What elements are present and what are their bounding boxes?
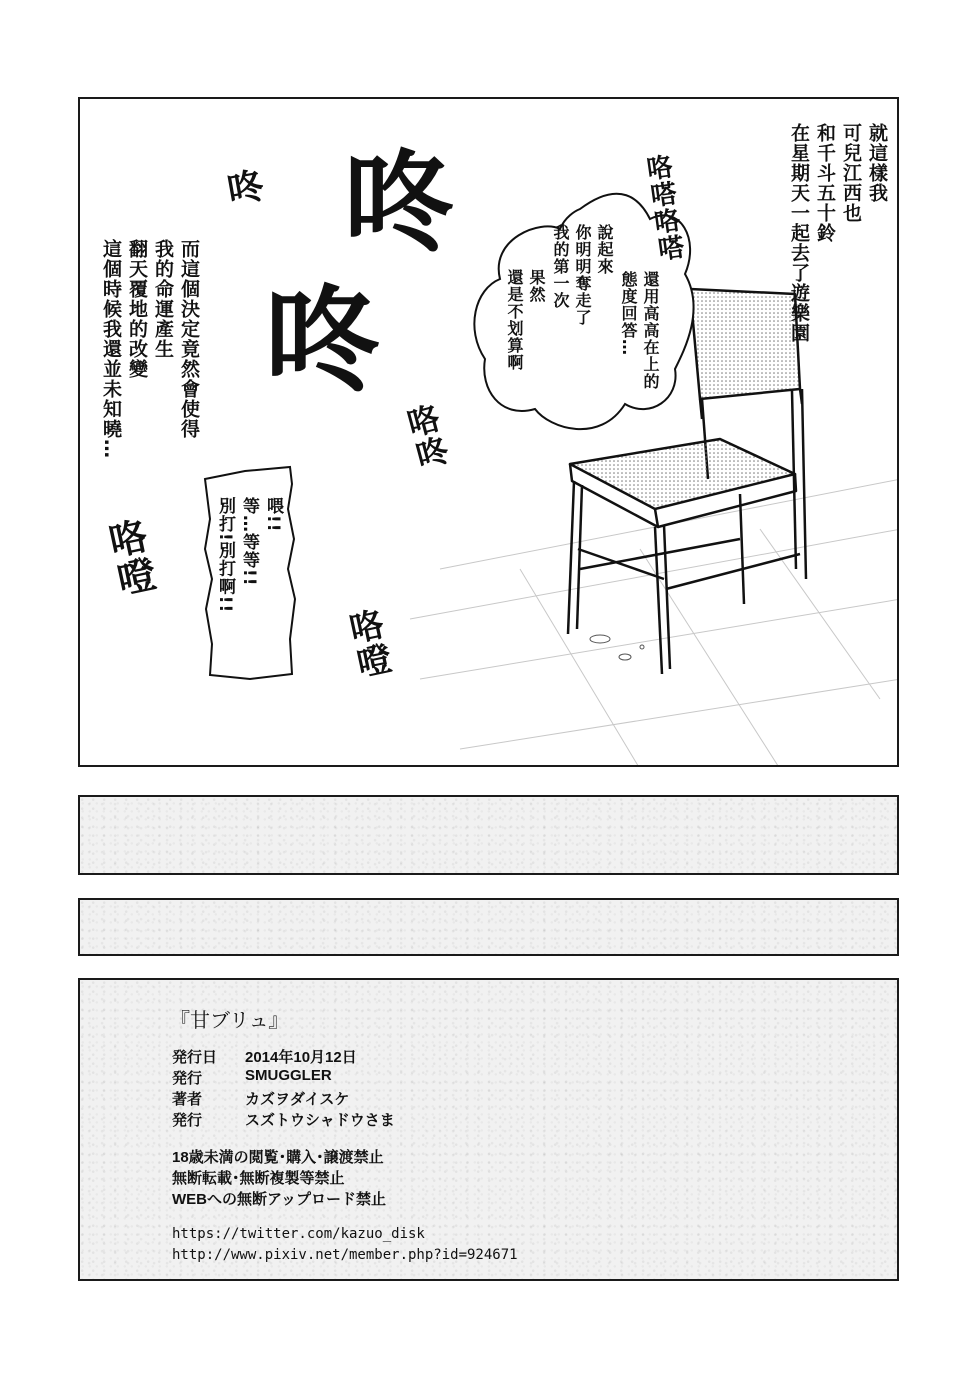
bubble-line: 還是不划算啊 <box>505 269 524 371</box>
bubble-line: 還用高高在上的 <box>641 271 660 390</box>
bubble-line: 別打!別打啊!! <box>215 497 235 614</box>
notice-line: WEBへの無断アップロード禁止 <box>172 1191 386 1208</box>
pixiv-link[interactable]: http://www.pixiv.net/member.php?id=924671 <box>172 1247 518 1263</box>
bubble-line: 態度回答… <box>619 271 638 356</box>
row-label: 発行 <box>172 1070 203 1087</box>
bubble-line: 等…等等!! <box>239 497 259 587</box>
bubble-line: 說起來 <box>595 224 614 275</box>
row-value: SMUGGLER <box>245 1067 332 1084</box>
speech-bubble-left-outline <box>80 99 899 767</box>
bubble-line: 我的第一次 <box>551 224 570 309</box>
narration-line: 就這樣我 <box>866 123 888 203</box>
narration-left <box>88 239 198 489</box>
main-panel <box>78 97 899 767</box>
blank-strip-2 <box>78 898 899 956</box>
narration-line: 翻天覆地的改變 <box>126 239 148 379</box>
sfx-bottom-left: 咯噔 <box>99 515 160 601</box>
narration-line: 這個時候我還並未知曉… <box>100 239 122 459</box>
speech-bubble-left <box>205 479 295 679</box>
book-title: 『甘ブリュ』 <box>170 1010 289 1032</box>
narration-line: 而這個決定竟然會使得 <box>178 239 200 439</box>
bubble-line: 喂!! <box>263 497 283 533</box>
sfx-big-thud-2: 咚 <box>245 279 380 395</box>
row-value: カズヲダイスケ <box>245 1091 350 1108</box>
row-value: 2014年10月12日 <box>245 1049 357 1066</box>
twitter-link[interactable]: https://twitter.com/kazuo_disk <box>172 1226 425 1242</box>
notice-line: 18歳未満の閲覧･購入･譲渡禁止 <box>172 1149 384 1166</box>
notice-line: 無断転載･無断複製等禁止 <box>172 1170 345 1187</box>
bubble-line: 果然 <box>527 269 546 303</box>
row-label: 発行日 <box>172 1049 218 1066</box>
sfx-big-thud-1: 咚 <box>326 144 455 255</box>
row-label: 著者 <box>172 1091 203 1108</box>
narration-line: 和千斗五十鈴 <box>814 123 836 243</box>
row-value: スズトウシャドウさま <box>245 1112 395 1129</box>
sfx-mid-thud: 咯咚 <box>399 400 453 474</box>
blank-strip-1 <box>78 795 899 875</box>
narration-line: 可兒江西也 <box>840 123 862 223</box>
narration-line: 我的命運產生 <box>152 239 174 359</box>
sfx-small-thud: 咚 <box>219 165 267 210</box>
colophon-panel <box>78 978 899 1281</box>
narration-line: 在星期天一起去了遊樂園 <box>788 123 810 343</box>
sfx-bottom-center: 咯噔 <box>340 605 394 683</box>
sfx-gatagata: 咯嗒咯嗒 <box>640 152 686 264</box>
bubble-line: 你明明奪走了 <box>573 224 592 326</box>
row-label: 発行 <box>172 1112 203 1129</box>
